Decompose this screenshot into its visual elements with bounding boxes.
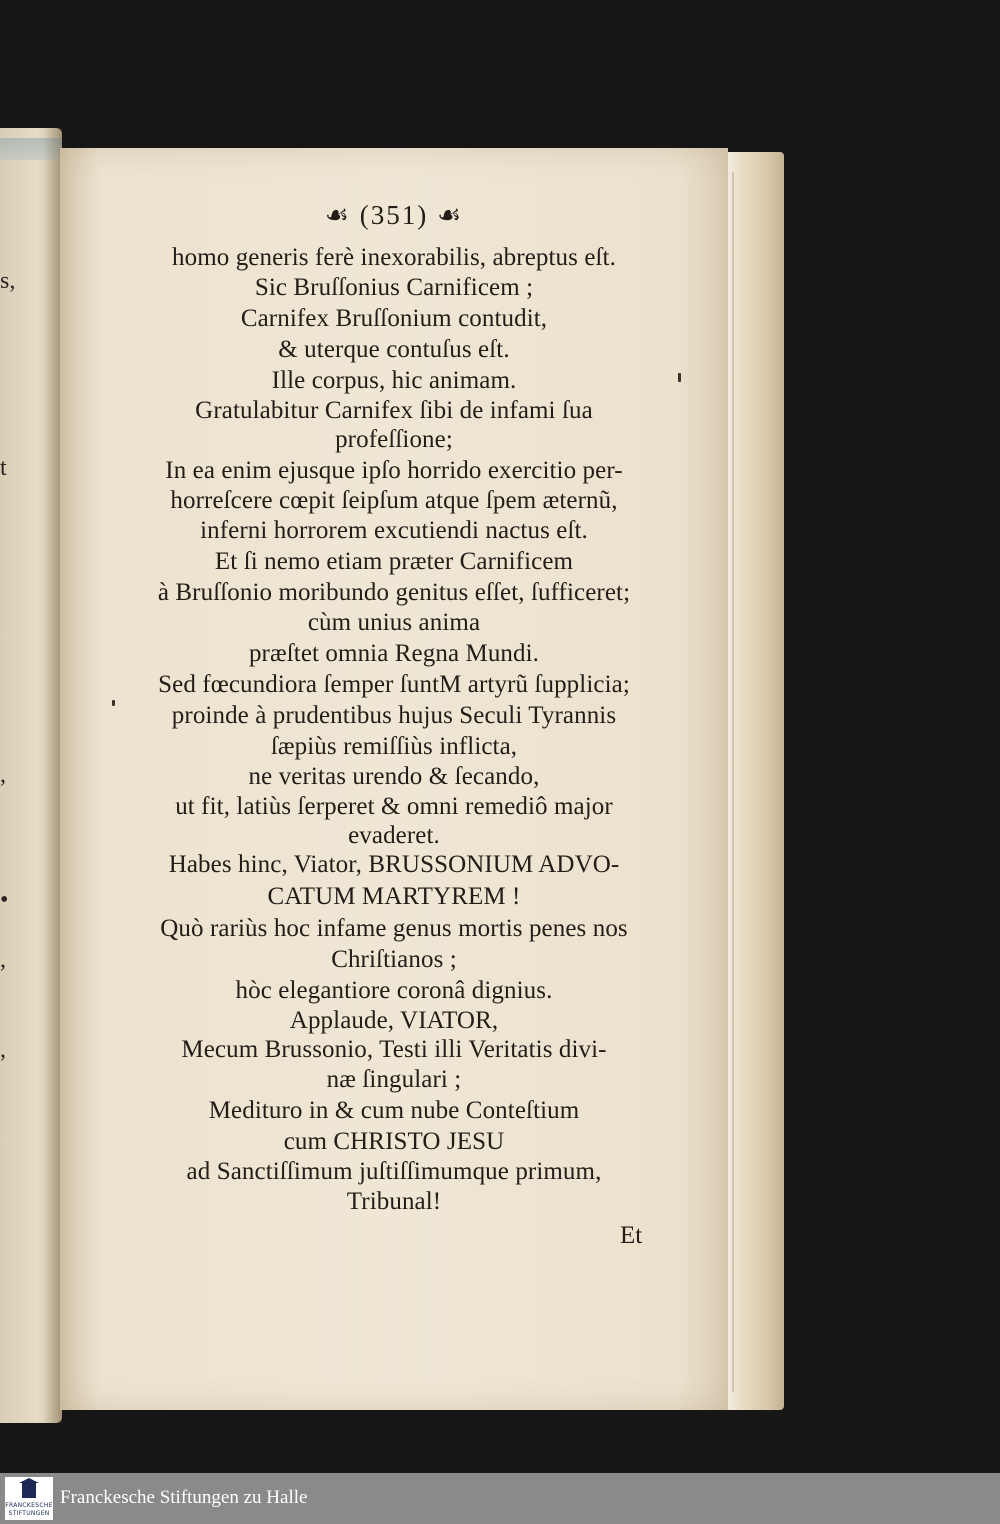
text-line: cùm unius anima [307,609,481,636]
text-line: ut fit, latiùs ſerperet & omni remediô major [175,793,613,820]
text-line: à Bruſſonio moribundo genitus eſſet, ſufficeret; [157,579,631,606]
footer-bar [0,1473,1000,1524]
logo-text: STIFTUNGEN [8,1510,50,1517]
text-line: ſæpiùs remiſſiùs inflicta, [270,733,518,760]
institution-name: Franckesche Stiftungen zu Halle [60,1487,308,1508]
text-line: Applaude, VIATOR, [289,1007,499,1034]
text-line: & uterque contuſus eſt. [278,336,510,363]
running-head: ☙ (351) ☙ [324,200,464,230]
left-page-fragment: s, [0,268,16,294]
text-line: CATUM MARTYREM ! [267,883,521,910]
text-line: præſtet omnia Regna Mundi. [248,640,540,667]
text-line: Carnifex Bruſſonium contudit, [240,305,548,332]
left-page-fragment: , [0,947,6,973]
text-line: In ea enim ejusque ipſo horrido exercitio per- [165,457,623,484]
text-line: horreſcere cœpit ſeipſum atque ſpem æternũ, [170,487,618,514]
text-line: Habes hinc, Viator, BRUSSONIUM ADVO- [168,851,620,878]
text-line: Quò rariùs hoc infame genus mortis penes nos [160,915,628,942]
text-line: Ille corpus, hic animam. [271,367,517,394]
page-fore-edge [726,152,784,1410]
text-line: inferni horrorem excutiendi nactus eſt. [200,517,588,544]
text-line: Gratulabitur Carnifex ſibi de infami ſua [195,397,593,424]
text-line: ne veritas urendo & ſecando, [248,763,540,790]
text-line: Sed fœcundiora ſemper ſuntM artyrũ ſupplicia; [158,671,630,698]
text-line: Et ſi nemo etiam præter Carnificem [214,548,574,575]
left-page-fragment: • [0,887,9,913]
text-line: evaderet. [348,822,440,849]
text-line: cum CHRISTO JESU [283,1128,505,1155]
text-line: homo generis ferè inexorabilis, abreptus eſt. [172,244,616,271]
text-line: proinde à prudentibus hujus Seculi Tyrannis [171,702,617,729]
ink-speck [678,373,681,382]
text-line: Sic Bruſſonius Carnificem ; [254,274,534,301]
text-line: ad Sanctiſſimum juſtiſſimumque primum, [186,1158,602,1185]
logo-text: FRANCKESCHE [5,1502,53,1509]
ink-speck [112,700,115,706]
text-line: Chriſtianos ; [331,946,457,973]
text-line: Mecum Brussonio, Testi illi Veritatis divi- [181,1036,607,1063]
building-icon [22,1482,36,1498]
left-page-fragment: , [0,1037,6,1063]
left-page-fragment: , [0,762,6,788]
left-page-fragment: t [0,455,7,481]
text-line: hòc elegantiore coronâ dignius. [235,977,553,1004]
institution-logo [5,1477,53,1520]
text-line: næ ſingulari ; [326,1066,462,1093]
text-line: Medituro in & cum nube Conteſtium [208,1097,580,1124]
catchword: Et [620,1222,643,1249]
text-line: Tribunal! [346,1188,442,1215]
text-line: profeſſione; [335,426,453,453]
